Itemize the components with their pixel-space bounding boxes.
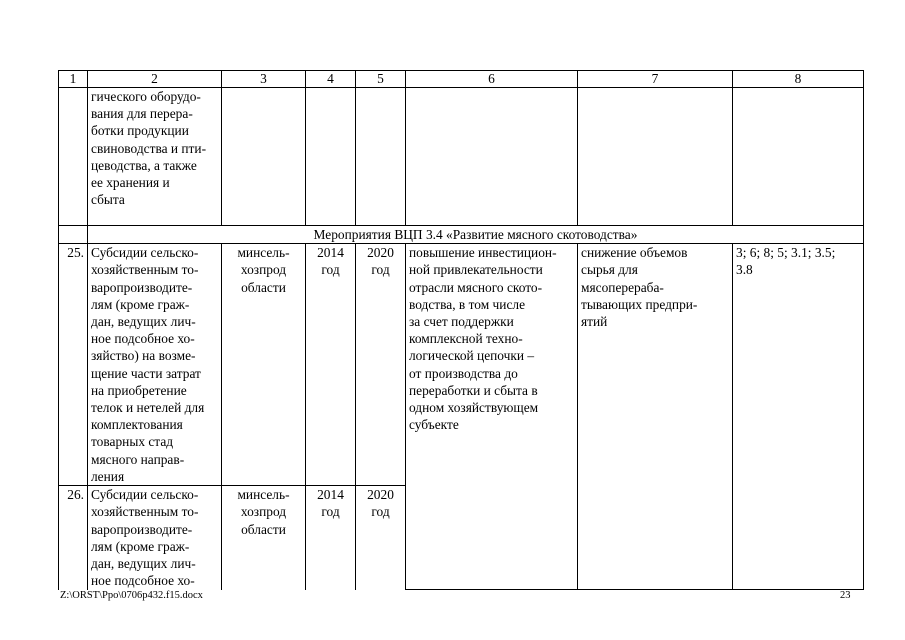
header-cell-8: 8 <box>733 71 864 88</box>
executor: минсель- хозпрод области <box>222 486 306 590</box>
header-cell-6: 6 <box>406 71 578 88</box>
section-title: Мероприятия ВЦП 3.4 «Развитие мясного скотоводства» <box>88 226 864 244</box>
continuation-text: гического оборудо- вания для перера- ботки продукции свиноводства и пти- цеводства, а также ее хранения и сбыта <box>88 88 222 226</box>
measures-table <box>58 70 864 590</box>
header-cell-7: 7 <box>578 71 733 88</box>
table-row <box>59 244 864 486</box>
header-cell-3: 3 <box>222 71 306 88</box>
end-year: 2020 год <box>356 244 406 486</box>
indicators: 3; 6; 8; 5; 3.1; 3.5; 3.8 <box>733 244 864 590</box>
header-row <box>59 71 864 88</box>
start-year: 2014 год <box>306 244 356 486</box>
header-cell-4: 4 <box>306 71 356 88</box>
executor: минсель- хозпрод области <box>222 244 306 486</box>
measure-text: Субсидии сельско- хозяйственным то- варопроизводите- лям (кроме граж- дан, ведущих лич- ное подсобное хо- <box>88 486 222 590</box>
continuation-num <box>59 88 88 226</box>
row-number: 25. <box>59 244 88 486</box>
section-row <box>59 226 864 244</box>
measure-text: Субсидии сельско- хозяйственным то- варопроизводите- лям (кроме граж- дан, ведущих лич- ное подсобное хо- зяйство) на возме- щение части затрат на приобретение телок и нетелей для комплектования товарных стад мясного направ- ления <box>88 244 222 486</box>
expected-result: повышение инвестицион- ной привлекательности отрасли мясного ското- водства, в том числе за счет поддержки комплексной техно- логической цепочки – от производства до переработки и сбыта в одном хозяйствующем субъекте <box>406 244 578 590</box>
consequence: снижение объемов сырья для мясоперераба- тывающих предпри- ятий <box>578 244 733 590</box>
header-cell-5: 5 <box>356 71 406 88</box>
continuation-row <box>59 88 864 226</box>
page-number: 23 <box>840 590 851 601</box>
start-year: 2014 год <box>306 486 356 590</box>
end-year: 2020 год <box>356 486 406 590</box>
file-path: Z:\ORST\Ppo\0706p432.f15.docx <box>60 590 203 601</box>
header-cell-2: 2 <box>88 71 222 88</box>
row-number: 26. <box>59 486 88 590</box>
header-cell-1: 1 <box>59 71 88 88</box>
